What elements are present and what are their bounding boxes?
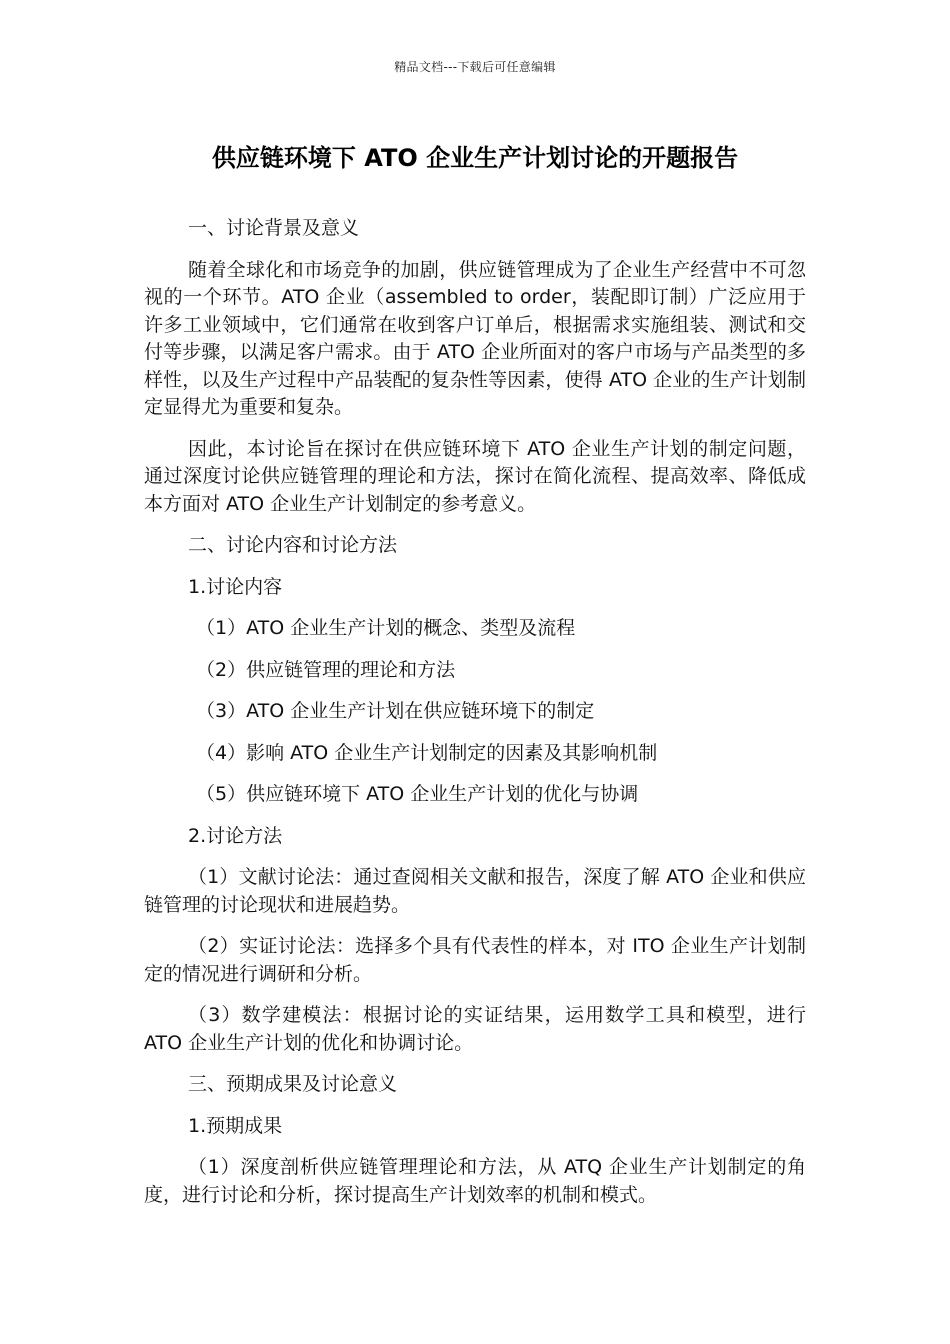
- section-heading-background: 一、讨论背景及意义: [188, 217, 360, 239]
- content-list-item: （4）影响 ATO 企业生产计划制定的因素及其影响机制: [196, 741, 658, 764]
- content-list-item: （3）ATO 企业生产计划在供应链环境下的制定: [196, 700, 595, 722]
- method-paragraph: （2）实证讨论法：选择多个具有代表性的样本，对 ITO 企业生产计划制定的情况进行调研和分析。: [144, 935, 806, 985]
- method-paragraph: （1）文献讨论法：通过查阅相关文献和报告，深度了解 ATO 企业和供应链管理的讨论现状和进展趋势。: [144, 866, 806, 916]
- content-list-item: （2）供应链管理的理论和方法: [196, 658, 456, 681]
- section-heading-expected-results: 三、预期成果及讨论意义: [188, 1073, 398, 1095]
- content-list-item: （5）供应链环境下 ATO 企业生产计划的优化与协调: [196, 783, 639, 805]
- document-body: [144, 215, 806, 1223]
- subheading-content: 1.讨论内容: [188, 575, 283, 598]
- expected-result-paragraph: （1）深度剖析供应链管理理论和方法，从 ATQ 企业生产计划制定的角度，进行讨论和分析，探讨提高生产计划效率的机制和模式。: [144, 1156, 806, 1206]
- subheading-methods: 2.讨论方法: [188, 824, 283, 847]
- header-note: 精品文档---下载后可任意编辑: [394, 60, 556, 74]
- paragraph-background: 随着全球化和市场竞争的加剧，供应链管理成为了企业生产经营中不可忽视的一个环节。ATO 企业（assembled to order，装配即订制）广泛应用于许多工业领域中，它们通常在收到客户订单后，根据需求实施组装、测试和交付等步骤，以满足客户需求。由于 ATO 企业所面对的客户市场与产品类型的多样性，以及生产过程中产品装配的复杂性等因素，使得 ATO 企业的生产计划制定显得尤为重要和复杂。: [144, 258, 806, 418]
- paragraph-purpose: 因此，本讨论旨在探讨在供应链环境下 ATO 企业生产计划的制定问题，通过深度讨论供应链管理的理论和方法，探讨在简化流程、提高效率、降低成本方面对 ATO 企业生产计划制定的参考意义。: [144, 437, 806, 515]
- subheading-expected-results: 1.预期成果: [188, 1114, 283, 1137]
- section-heading-content-methods: 二、讨论内容和讨论方法: [188, 534, 398, 556]
- document-title: 供应链环境下 ATO 企业生产计划讨论的开题报告: [211, 144, 739, 172]
- content-list-item: （1）ATO 企业生产计划的概念、类型及流程: [196, 617, 576, 639]
- method-paragraph: （3）数学建模法：根据讨论的实证结果，运用数学工具和模型，进行 ATO 企业生产计划的优化和协调讨论。: [144, 1004, 806, 1054]
